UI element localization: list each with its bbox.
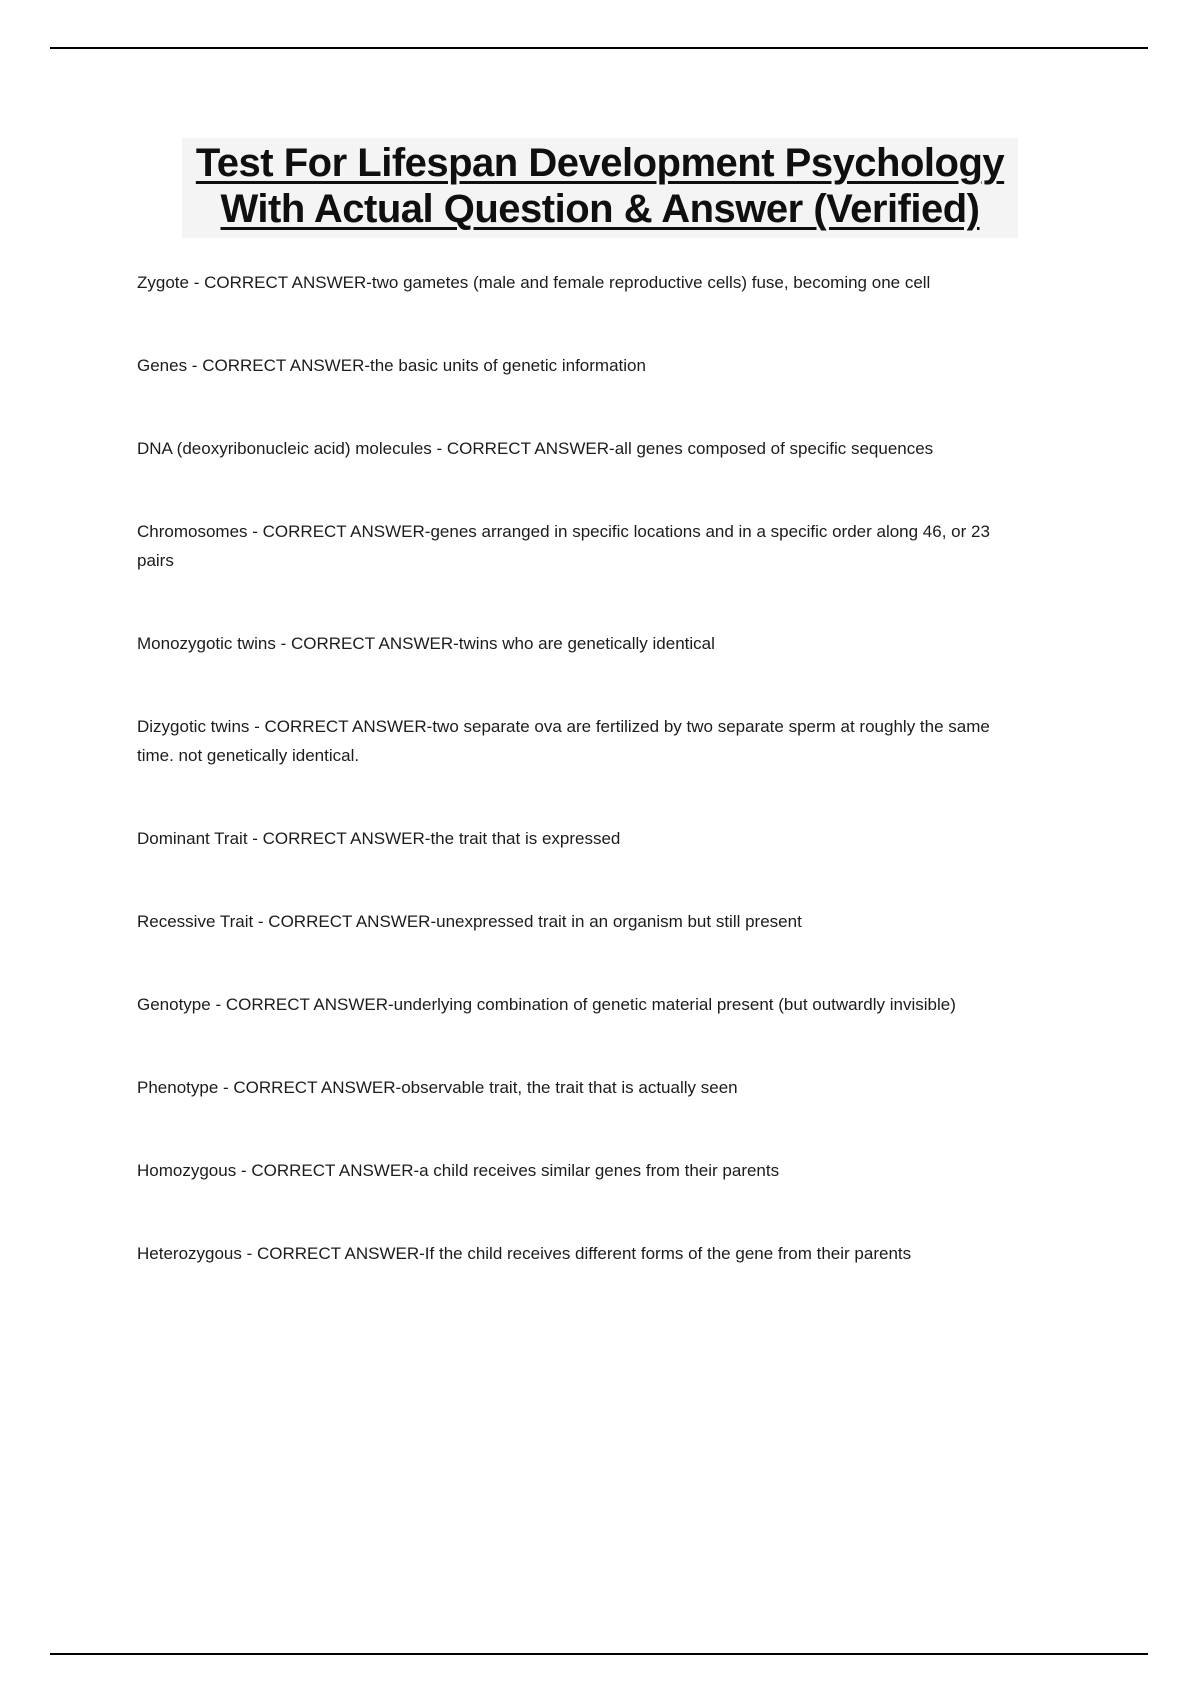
qa-item-text: Zygote - CORRECT ANSWER-two gametes (male and female reproductive cells) fuse, becoming one cell: [137, 273, 931, 292]
qa-item: [137, 990, 999, 1019]
qa-item: [137, 1156, 999, 1185]
qa-item: [137, 517, 999, 575]
title-line-1: Test For Lifespan Development Psychology: [195, 141, 1005, 185]
qa-item-text: Chromosomes - CORRECT ANSWER-genes arranged in specific locations and in a specific order along 46, or 23 pairs: [137, 522, 990, 570]
qa-item: [137, 629, 999, 658]
qa-item: [137, 351, 999, 380]
bottom-rule: [50, 1653, 1148, 1655]
qa-list: [137, 268, 999, 1322]
qa-item-text: Recessive Trait - CORRECT ANSWER-unexpressed trait in an organism but still present: [137, 912, 802, 931]
title-line-2: With Actual Question & Answer (Verified): [220, 187, 980, 231]
qa-item: [137, 1073, 999, 1102]
qa-item: [137, 1239, 999, 1268]
qa-item-text: Homozygous - CORRECT ANSWER-a child receives similar genes from their parents: [137, 1161, 780, 1180]
qa-item: [137, 434, 999, 463]
qa-item: [137, 268, 999, 297]
qa-item-text: DNA (deoxyribonucleic acid) molecules - CORRECT ANSWER-all genes composed of specific sequences: [137, 439, 934, 458]
qa-item-text: Dominant Trait - CORRECT ANSWER-the trait that is expressed: [137, 829, 621, 848]
qa-item-text: Phenotype - CORRECT ANSWER-observable trait, the trait that is actually seen: [137, 1078, 738, 1097]
qa-item-text: Genotype - CORRECT ANSWER-underlying combination of genetic material present (but outwardly invisible): [137, 995, 956, 1014]
qa-item-text: Dizygotic twins - CORRECT ANSWER-two separate ova are fertilized by two separate sperm at roughly the same time. not genetically identical.: [137, 717, 990, 765]
qa-item-text: Monozygotic twins - CORRECT ANSWER-twins who are genetically identical: [137, 634, 715, 653]
qa-item: [137, 712, 999, 770]
qa-item: [137, 907, 999, 936]
top-rule: [50, 47, 1148, 49]
title-wrap: [0, 138, 1200, 238]
qa-item: [137, 824, 999, 853]
document-title: [182, 138, 1018, 238]
qa-item-text: Heterozygous - CORRECT ANSWER-If the child receives different forms of the gene from their parents: [137, 1244, 912, 1263]
qa-item-text: Genes - CORRECT ANSWER-the basic units of genetic information: [137, 356, 646, 375]
